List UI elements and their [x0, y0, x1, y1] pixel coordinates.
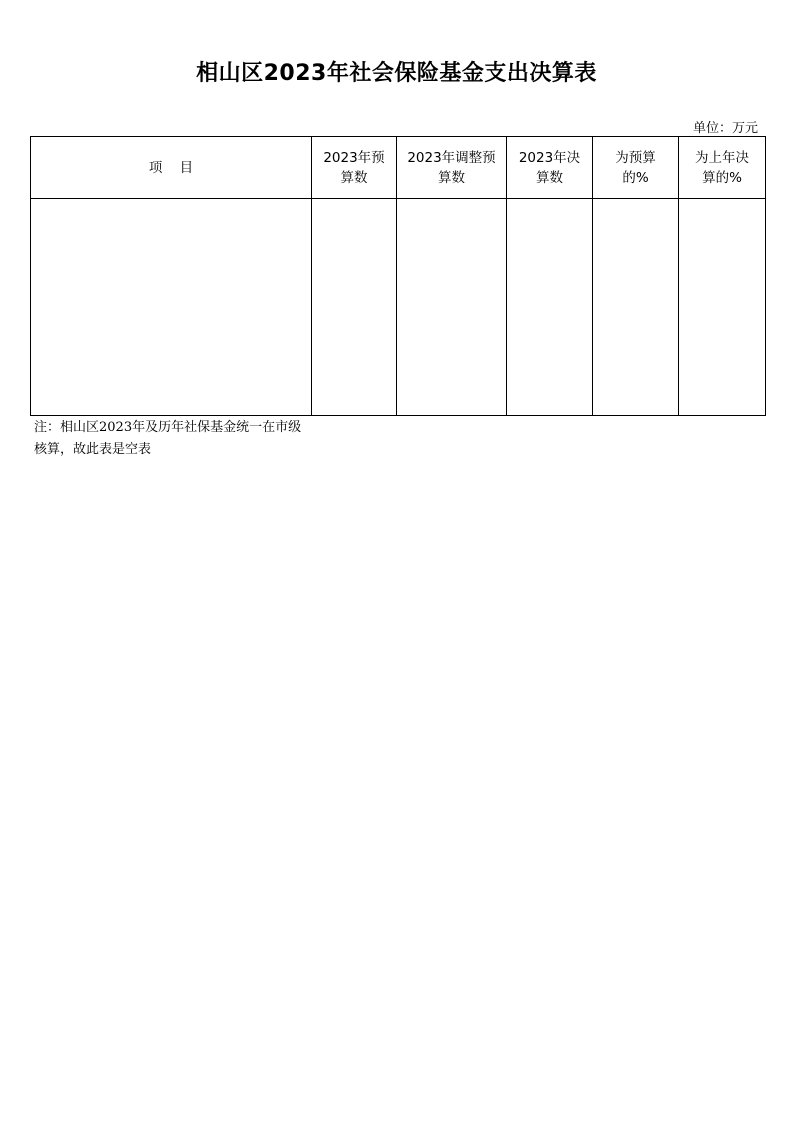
table-cell-final-accounts	[507, 199, 593, 416]
table-row	[31, 199, 766, 416]
column-header-final-accounts: 2023年决算数	[507, 137, 593, 199]
column-header-percent-of-last-year: 为上年决算的%	[679, 137, 766, 199]
expenditure-table	[30, 136, 766, 416]
table-cell-item	[31, 199, 312, 416]
table-header-row	[31, 137, 766, 199]
column-header-item: 项 目	[31, 137, 312, 199]
column-header-percent-of-budget: 为预算的%	[593, 137, 679, 199]
column-header-adjusted-budget: 2023年调整预算数	[397, 137, 507, 199]
table-cell-budget	[312, 199, 397, 416]
table-cell-percent-of-last-year	[679, 199, 766, 416]
page-title: 相山区2023年社会保险基金支出决算表	[196, 61, 597, 86]
column-header-budget: 2023年预算数	[312, 137, 397, 199]
footnote: 注：相山区2023年及历年社保基金统一在市级核算，故此表是空表	[34, 420, 302, 457]
table-cell-adjusted-budget	[397, 199, 507, 416]
table-cell-percent-of-budget	[593, 199, 679, 416]
unit-label: 单位：万元	[692, 121, 758, 136]
